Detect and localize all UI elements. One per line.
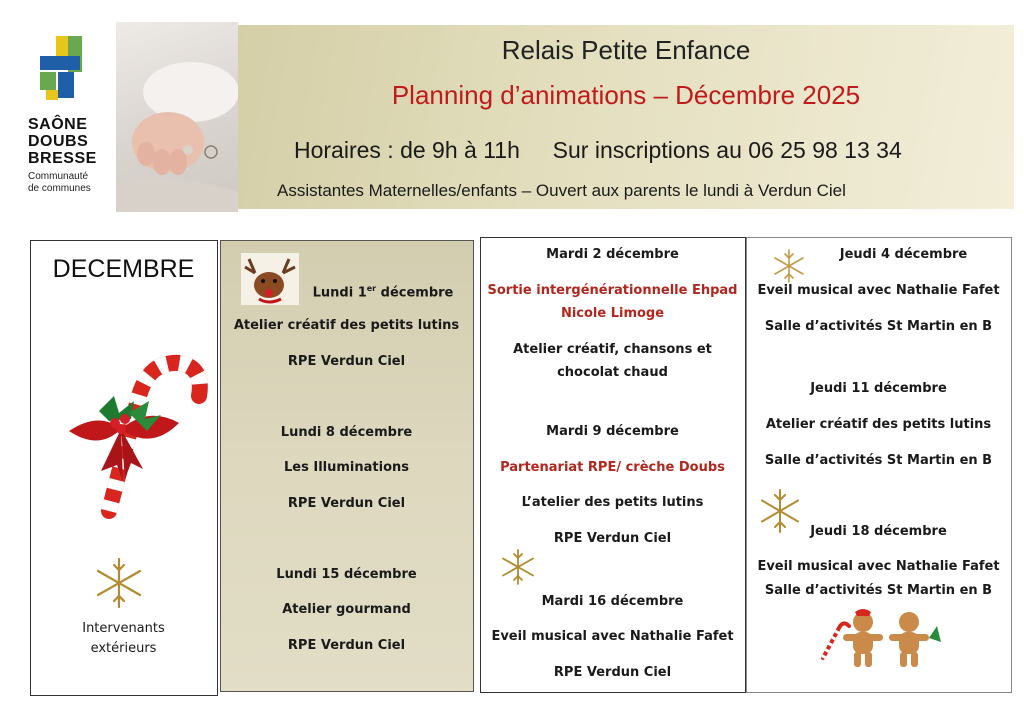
thursday-e2-date: Jeudi 11 décembre	[810, 381, 947, 396]
baby-hand-photo	[116, 22, 238, 212]
thursday-e3-place: Salle d’activités St Martin en B	[764, 583, 993, 598]
tuesday-e2-partner: Partenariat RPE/ crèche Doubs	[500, 460, 725, 475]
monday-e1-place: RPE Verdun Ciel	[287, 354, 406, 369]
monday-e2-activity: Les Illuminations	[284, 460, 409, 475]
monday-e3-place: RPE Verdun Ciel	[287, 638, 406, 653]
monday-column	[220, 240, 474, 692]
tuesday-e1-date: Mardi 2 décembre	[546, 247, 679, 262]
monday-e2-place: RPE Verdun Ciel	[287, 496, 406, 511]
monday-e3-activity: Atelier gourmand	[282, 602, 411, 617]
tuesday-e1-activity-line2: chocolat chaud	[557, 365, 668, 380]
monday-e1-activity: Atelier créatif des petits lutins	[233, 318, 460, 333]
thursday-e1-place: Salle d’activités St Martin en B	[764, 319, 993, 334]
hours-line	[294, 137, 902, 164]
thursday-e2-activity: Atelier créatif des petits lutins	[765, 417, 992, 432]
tuesday-e2-activity: L’atelier des petits lutins	[521, 495, 704, 510]
logo	[28, 34, 114, 204]
thursday-e3-date: Jeudi 18 décembre	[810, 524, 947, 539]
tuesday-e3-place: RPE Verdun Ciel	[553, 665, 672, 680]
registration-text: Sur inscriptions au 06 25 98 13 34	[552, 137, 902, 163]
candy-cane-icon	[39, 341, 209, 521]
month-column	[30, 240, 218, 696]
logo-name-line1: SAÔNE	[28, 116, 88, 133]
thursday-e1-activity: Eveil musical avec Nathalie Fafet	[757, 283, 1000, 298]
logo-name-line3: BRESSE	[28, 150, 97, 167]
snowflake-icon	[499, 548, 537, 586]
logo-mark-icon	[36, 34, 96, 102]
monday-e1-date: Lundi 1er décembre	[312, 284, 454, 301]
monday-e2-date: Lundi 8 décembre	[280, 425, 413, 440]
tuesday-e3-activity: Eveil musical avec Nathalie Fafet	[491, 629, 734, 644]
audience-line: Assistantes Maternelles/enfants – Ouvert aux parents le lundi à Verdun Ciel	[277, 181, 846, 200]
tuesday-e1-outing-line1: Sortie intergénérationnelle Ehpad	[487, 283, 738, 298]
page-subtitle: Planning d’animations – Décembre 2025	[391, 80, 861, 110]
logo-sub-line2: de communes	[28, 183, 91, 194]
page-title: Relais Petite Enfance	[501, 35, 751, 65]
logo-sub-line1: Communauté	[28, 171, 89, 182]
tuesday-e2-date: Mardi 9 décembre	[546, 424, 679, 439]
thursday-e1-date: Jeudi 4 décembre	[839, 247, 968, 262]
tuesday-e2-place: RPE Verdun Ciel	[553, 531, 672, 546]
thursday-e2-place: Salle d’activités St Martin en B	[764, 453, 993, 468]
thursday-e3-activity: Eveil musical avec Nathalie Fafet	[757, 559, 1000, 574]
snowflake-icon	[93, 557, 145, 609]
monday-e3-date: Lundi 15 décembre	[276, 567, 417, 582]
thursday-column	[746, 237, 1012, 693]
tuesday-e3-date: Mardi 16 décembre	[541, 594, 684, 609]
tuesday-e1-outing-line2: Nicole Limoge	[560, 306, 665, 321]
hours-text: Horaires : de 9h à 11h	[294, 137, 520, 163]
tuesday-e1-activity-line1: Atelier créatif, chansons et	[513, 342, 712, 357]
intervenants-line2: extérieurs	[90, 641, 157, 656]
header-band	[238, 25, 1014, 209]
intervenants-line1: Intervenants	[82, 621, 165, 636]
logo-name-line2: DOUBS	[28, 133, 89, 150]
month-title: DECEMBRE	[52, 255, 195, 283]
gingerbread-icon	[819, 608, 945, 670]
tuesday-column	[480, 237, 746, 693]
